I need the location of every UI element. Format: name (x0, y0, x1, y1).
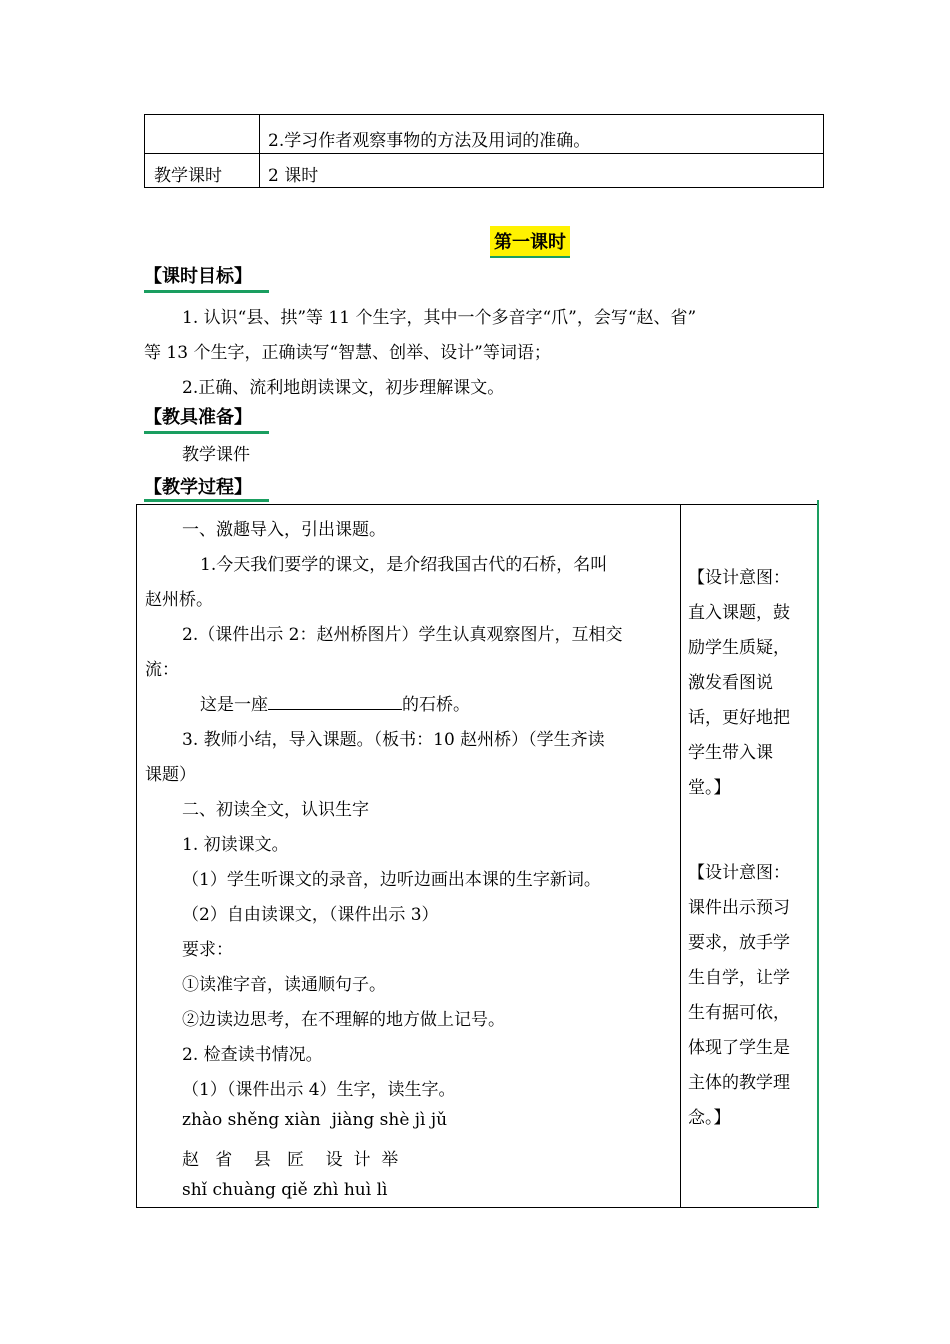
goal-line: 1. 认识“县、拱”等 11 个生字，其中一个多音字“爪”，会写“赵、省” (182, 308, 697, 328)
process-line: 课题） (145, 765, 196, 785)
goal-line: 等 13 个生字，正确读写“智慧、创举、设计”等词语； (144, 343, 551, 363)
pinyin-line: shǐ chuàng qiě zhì huì lì (182, 1180, 388, 1200)
pinyin-line: zhào shěng xiàn jiàng shè jì jǔ (182, 1110, 448, 1130)
process-line: （1）（课件出示 4）生字，读生字。 (182, 1080, 456, 1100)
process-line: ①读准字音，读通顺句子。 (182, 975, 386, 995)
prep-item: 教学课件 (182, 445, 250, 465)
process-line: 赵州桥。 (145, 590, 213, 610)
process-line: 3. 教师小结，导入课题。（板书：10 赵州桥）（学生齐读 (182, 730, 605, 750)
process-line: 要求： (182, 940, 233, 960)
table-edge-accent (817, 500, 819, 1208)
goal-line: 2.正确、流利地朗读课文，初步理解课文。 (182, 378, 505, 398)
section-heading-process: 【教学过程】 (144, 477, 252, 498)
section-underline (144, 290, 269, 293)
process-line: 2. 检查读书情况。 (182, 1045, 323, 1065)
table-divider-vertical (680, 505, 681, 1207)
process-line: 流： (145, 660, 179, 680)
design-note-line: 体现了学生是 (688, 1038, 790, 1058)
process-line: 一、激趣导入，引出课题。 (182, 520, 386, 540)
section-underline (144, 499, 269, 502)
process-line: （2）自由读课文，（课件出示 3） (182, 905, 439, 925)
design-note-line: 生自学，让学 (688, 968, 790, 988)
section-heading-goals: 【课时目标】 (144, 266, 252, 287)
design-note-line: 生有据可依， (688, 1003, 790, 1023)
design-note-line: 【设计意图： (688, 863, 790, 883)
process-line: 2.（课件出示 2：赵州桥图片）学生认真观察图片，互相交 (182, 625, 623, 645)
fill-blank-line (200, 690, 470, 715)
design-note-line: 励学生质疑， (688, 638, 790, 658)
process-line: （1）学生听课文的录音，边听边画出本课的生字新词。 (182, 870, 601, 890)
process-line: 1. 初读课文。 (182, 835, 289, 855)
fill-blank-after: 的石桥。 (402, 695, 470, 715)
design-note-line: 【设计意图： (688, 568, 790, 588)
fill-blank (268, 693, 402, 710)
design-note-line: 学生带入课 (688, 743, 773, 763)
design-note-line: 话，更好地把 (688, 708, 790, 728)
character-line: 赵 省 县 匠 设 计 举 (182, 1150, 399, 1170)
section-heading-prep: 【教具准备】 (144, 407, 252, 428)
design-note-line: 堂。】 (688, 778, 731, 798)
design-note-line: 要求，放手学 (688, 933, 790, 953)
section-underline (144, 431, 269, 434)
design-note-line: 直入课题，鼓 (688, 603, 790, 623)
table-cell-label: 教学课时 (154, 166, 222, 186)
process-line: ②边读边思考，在不理解的地方做上记号。 (182, 1010, 505, 1030)
design-note-line: 念。】 (688, 1108, 731, 1128)
design-note-line: 激发看图说 (688, 673, 773, 693)
process-line: 1.今天我们要学的课文，是介绍我国古代的石桥，名叫 (200, 555, 608, 575)
table-cell: 2.学习作者观察事物的方法及用词的准确。 (268, 131, 591, 151)
table-cell: 2 课时 (268, 166, 319, 186)
table-divider-vertical (259, 115, 260, 187)
fill-blank-before: 这是一座 (200, 695, 268, 715)
design-note-line: 课件出示预习 (688, 898, 790, 918)
process-line: 二、初读全文，认识生字 (182, 800, 369, 820)
design-note-line: 主体的教学理 (688, 1073, 790, 1093)
table-divider-horizontal (145, 153, 823, 154)
lesson-title: 第一课时 (490, 226, 570, 258)
